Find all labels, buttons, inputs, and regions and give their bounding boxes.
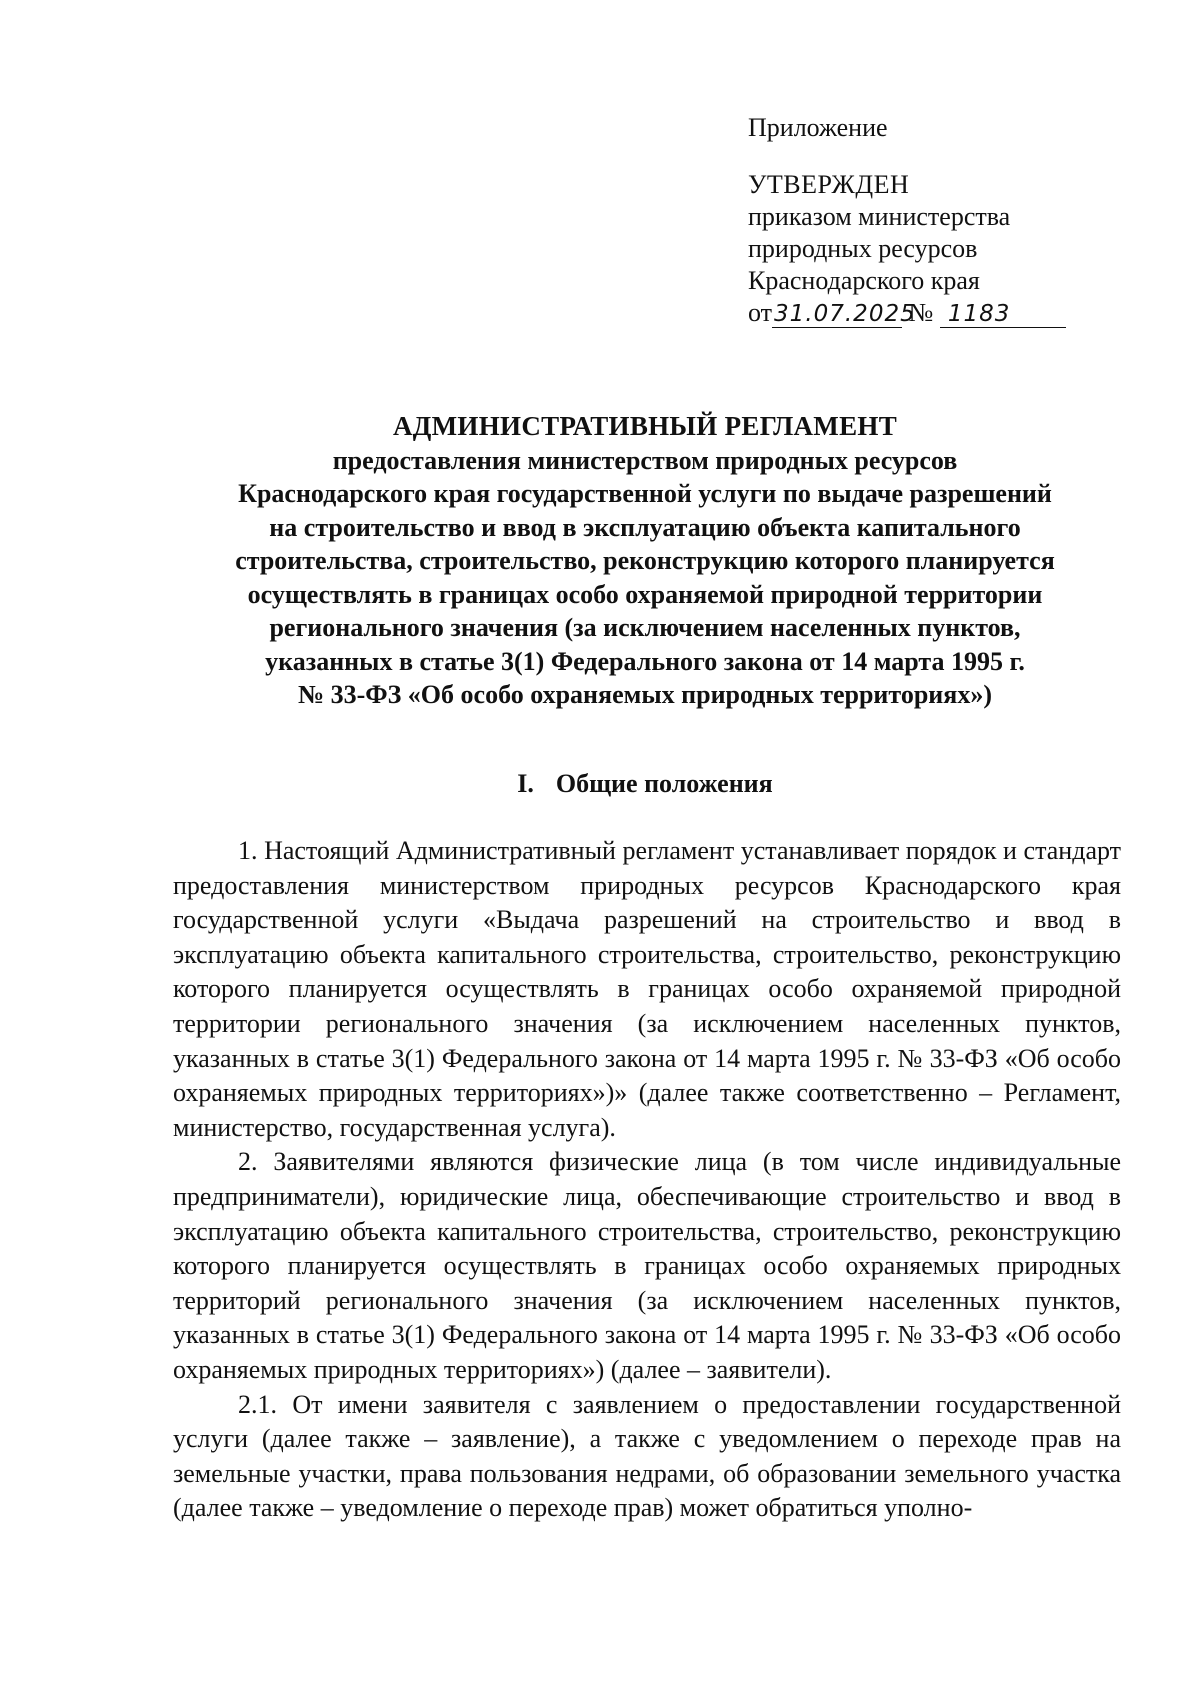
- title-line: строительства, строительство, реконструкцию которого планируется: [235, 546, 1055, 575]
- title-line: Краснодарского края государственной услуги по выдаче разрешений: [238, 479, 1052, 508]
- document-title-block: [175, 410, 1115, 712]
- title-line: указанных в статье 3(1) Федерального закона от 14 марта 1995 г.: [265, 646, 1025, 676]
- paragraph: 1. Настоящий Административный регламент устанавливает порядок и стандарт предоставления министерством природных ресурсов Краснодарского края государственной услуги «Выдача разрешений на строительство и ввод в эксплуатацию объекта капитального строительства, строительство, реконструкцию которого планируется осуществлять в границах особо охраняемой природной территории регионального значения (за исключением населенных пунктов, указанных в статье 3(1) Федерального закона от 14 марта 1995 г. № 33-ФЗ «Об особо охраняемых природных территориях»)» (далее также соответственно – Регламент, министерство, государственная услуга).: [173, 836, 1121, 1142]
- title-line: регионального значения (за исключением населенных пунктов,: [269, 613, 1021, 642]
- date-prefix: от: [748, 298, 773, 327]
- title-line: предоставления министерством природных ресурсов: [332, 445, 958, 475]
- document-title: АДМИНИСТРАТИВНЫЙ РЕГЛАМЕНТ: [392, 411, 898, 441]
- handwritten-date: 31.07.2025: [774, 301, 916, 327]
- approval-line-2: природных ресурсов: [748, 234, 978, 263]
- paragraph: 2.1. От имени заявителя с заявлением о предоставлении государственной услуги (далее также – заявление), а также с уведомлением о переходе прав на земельные участки, права пользования недрами, об образовании земельного участка (далее также – уведомление о переходе прав) может обратиться уполно-: [173, 1389, 1121, 1523]
- approval-block: [748, 112, 1148, 329]
- section-title: Общие положения: [555, 769, 773, 798]
- body-text: [173, 834, 1121, 1526]
- number-prefix: №: [908, 298, 934, 327]
- section-number: I.: [517, 769, 534, 798]
- title-line: № 33-ФЗ «Об особо охраняемых природных территориях»): [297, 680, 993, 709]
- approval-date-line: [748, 297, 1148, 329]
- title-line: на строительство и ввод в эксплуатацию объекта капитального: [269, 512, 1021, 542]
- paragraph: 2. Заявителями являются физические лица (в том числе индивидуальные предприниматели), юридические лица, обеспечивающие строительство и ввод в эксплуатацию объекта капитального строительства, строительство, реконструкцию которого планируется осуществлять в границах особо охраняемых природных территорий регионального значения (за исключением населенных пунктов, указанных в статье 3(1) Федерального закона от 14 марта 1995 г. № 33-ФЗ «Об особо охраняемых природных территориях») (далее – заявители).: [173, 1147, 1121, 1384]
- appendix-label: Приложение: [748, 113, 888, 142]
- section-heading: [175, 768, 1115, 800]
- handwritten-number: 1183: [940, 301, 1066, 328]
- approval-line-1: приказом министерства: [748, 202, 1011, 231]
- title-line: осуществлять в границах особо охраняемой природной территории: [247, 579, 1043, 609]
- approved-label: УТВЕРЖДЕН: [748, 170, 910, 199]
- approval-line-3: Краснодарского края: [748, 266, 980, 295]
